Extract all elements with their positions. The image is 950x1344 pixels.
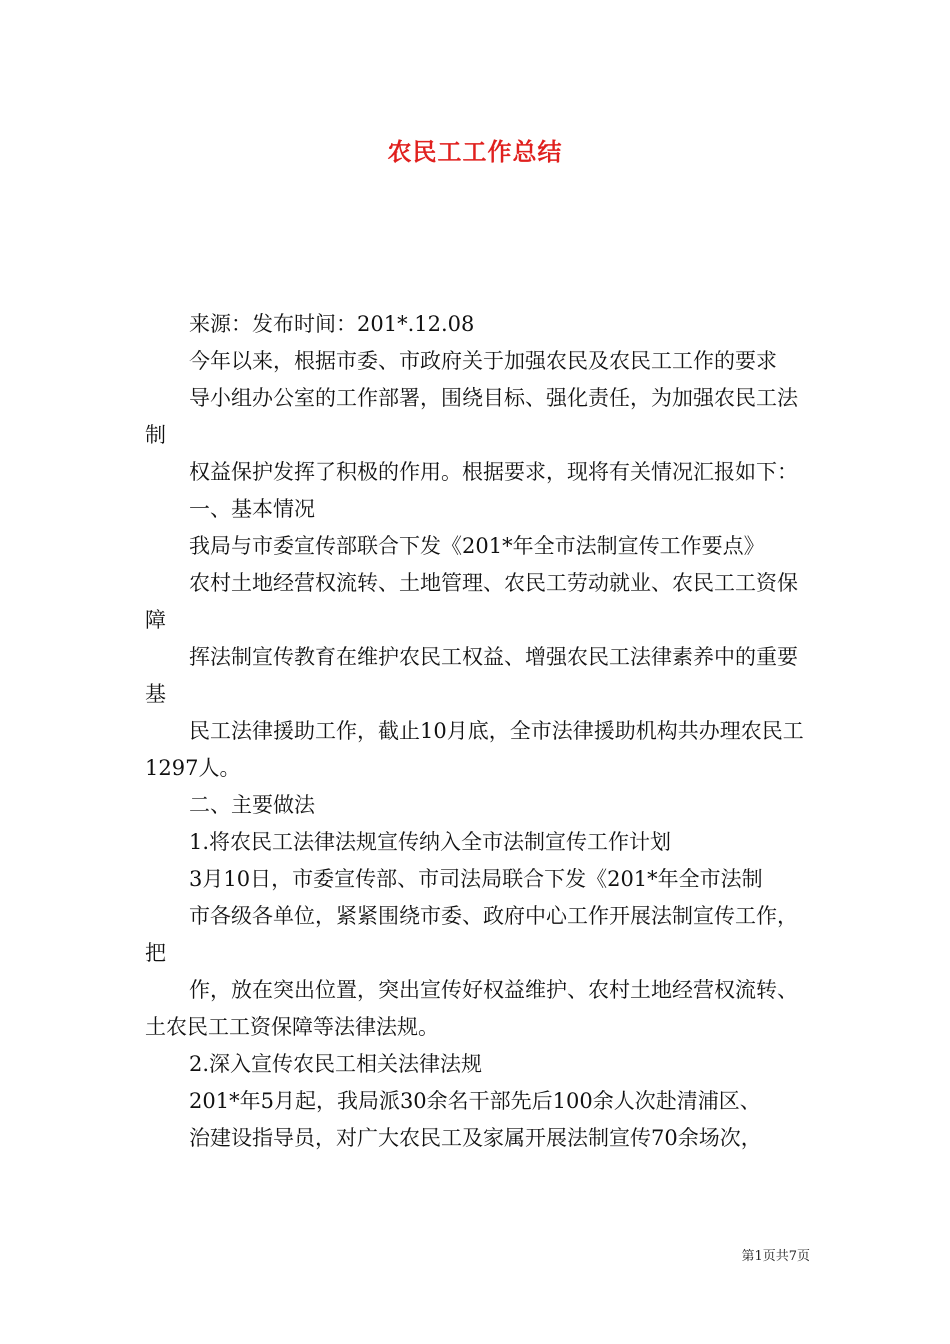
paragraph-source-date: 来源：发布时间：201*.12.08 [189, 312, 475, 336]
paragraph: 治建设指导员，对广大农民工及家属开展法制宣传70余场次， [189, 1126, 762, 1150]
section-heading-basic: 一、基本情况 [189, 497, 315, 521]
document-title: 农民工工作总结 [387, 137, 563, 166]
section-heading-methods: 二、主要做法 [189, 793, 315, 817]
paragraph: 导小组办公室的工作部署，围绕目标、强化责任，为加强农民工法制 [145, 386, 798, 447]
document-body [145, 306, 811, 1157]
paragraph: 权益保护发挥了积极的作用。根据要求，现将有关情况汇报如下： [189, 460, 798, 484]
paragraph: 今年以来，根据市委、市政府关于加强农民及农民工工作的要求 [189, 349, 777, 373]
subheading: 1.将农民工法律法规宣传纳入全市法制宣传工作计划 [189, 830, 672, 854]
paragraph: 市各级各单位，紧紧围绕市委、政府中心工作开展法制宣传工作，把 [145, 904, 798, 965]
paragraph: 3月10日，市委宣传部、市司法局联合下发《201*年全市法制 [189, 867, 763, 891]
paragraph: 农村土地经营权流转、土地管理、农民工劳动就业、农民工工资保障 [145, 571, 798, 632]
page-number: 第1页共7页 [741, 1249, 810, 1264]
subheading: 2.深入宣传农民工相关法律法规 [189, 1052, 483, 1076]
paragraph: 挥法制宣传教育在维护农民工权益、增强农民工法律素养中的重要基 [145, 645, 798, 706]
paragraph: 我局与市委宣传部联合下发《201*年全市法制宣传工作要点》 [189, 534, 765, 558]
paragraph: 作，放在突出位置，突出宣传好权益维护、农村土地经营权流转、土农民工工资保障等法律法规。 [145, 978, 798, 1039]
paragraph: 201*年5月起，我局派30余名干部先后100余人次赴清浦区、 [189, 1089, 761, 1113]
paragraph: 民工法律援助工作，截止10月底，全市法律援助机构共办理农民工1297人。 [145, 719, 804, 780]
